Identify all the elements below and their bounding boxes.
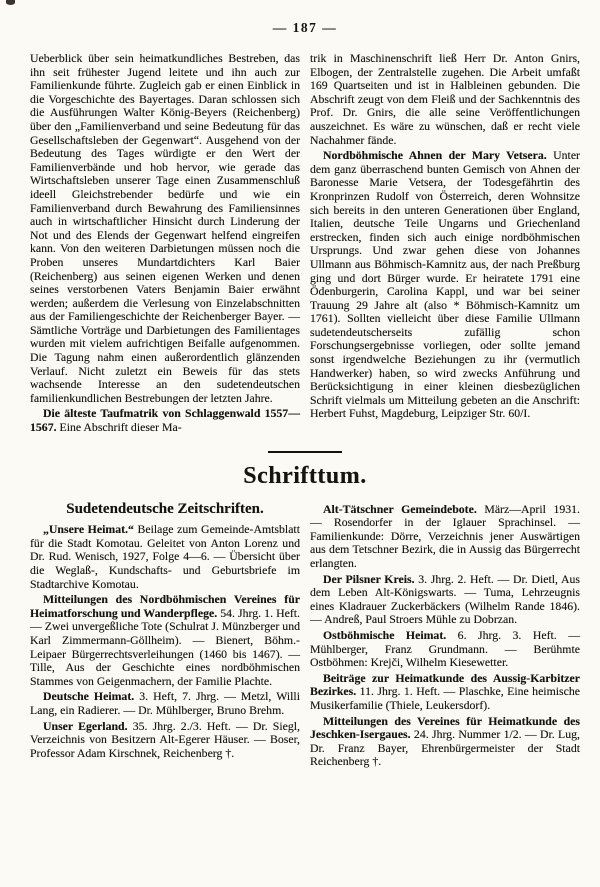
section-title: Schrifttum. (243, 462, 367, 489)
journal-entry-text: 54. Jhrg. 1. Heft. — Zwei unvergeßliche Tote (Schulrat J. Münzberger und Karl Zimmermann-Göllheim). — Bienert, Böhm.-Leipaer Bürgerrechtsverleihungen (1460 bis 1467). — Tille, Aus der Geschichte eines nordböhmischen Stammes von Geigenmachern, der Familie Plachte. (30, 605, 300, 688)
journal-entry (310, 715, 580, 769)
journal-title: Mitteilungen des Nordböhmischen Vereines für Heimatforschung und Wanderpflege. (30, 592, 300, 620)
journal-entry (30, 690, 300, 717)
journal-title: „Unsere Heimat.“ (43, 522, 134, 537)
article-paragraph-vetsera (310, 149, 580, 421)
subsection-heading: Sudetendeutsche Zeitschriften. (66, 500, 264, 517)
paragraph-lead: Die älteste Taufmatrik von Schlaggenwald 1557—1567. (30, 406, 300, 435)
journal-title: Ostböhmische Heimat. (323, 627, 447, 642)
bottom-right-column (310, 503, 580, 771)
paragraph-lead: Nordböhmische Ahnen der Mary Vetsera. (323, 148, 547, 163)
top-left-column (30, 52, 300, 437)
journal-entry-text: 6. Jhrg. 3. Heft. — Mühlberger, Franz Grundmann. — Berühmte Ostböhmen: Krejči, Wilhelm Kiesewetter. (310, 627, 580, 670)
paragraph-text: Eine Abschrift dieser Ma- (59, 420, 182, 435)
journal-title: Beiträge zur Heimatkunde des Aussig-Karbitzer Bezirkes. (310, 670, 580, 699)
journal-entry (310, 672, 580, 713)
journal-entry-text: 3. Jhrg. 2. Heft. — Dr. Dietl, Aus dem Leben Alt-Königswarts. — Tuma, Lehrzeugnis eines Kladrauer Zuckerbäckers (Wilhelm Rande 1846). — Andreß, Paul Stroers Mühle zu Dobrzan. (310, 571, 580, 627)
article-paragraph-taufmatrik (30, 407, 300, 434)
article-continuation-paragraph (30, 52, 300, 405)
journal-entry (310, 629, 580, 670)
bottom-section (30, 500, 581, 771)
paragraph-text: Ueberblick über sein heimatkundliches Bestreben, das ihn seit frühester Jugend leitete und ihn auch zur Familienkunde führte. Zugleich gab er einen Einblick in die Vorgeschichte des Bayertages. Daran schlossen sich die Ausführungen Walter König-Beyers (Reichenberg) über den „Familienverband und seine Bedeutung für das Gesellschaftsleben der Gegenwart“. Ausgehend von der Bedeutung des Tages würdigte er den Wert der Familienverbände und hob hervor, wie gerade das Wirtschaftsleben unserer Tage einen Zusammenschluß ideell Gleichstrebender bedürfe und wie ein Familienverband durch Bewahrung des Familiensinnes auch in wirtschaftlicher Hinsicht durch Linderung der Not und des Elends der Gegenwart helfend eingreifen kann. Von den weiteren Darbietungen müssen noch die Proben unseres Mundartdichters Karl Baier (Reichenberg) aus seinen eigenen Werken und denen seines verstorbenen Vaters Benjamin Baier erwähnt werden; außerdem die Verlesung von Einzelabschnitten aus der Familiengeschichte der Reichenberger Bayer. — Sämtliche Vorträge und Darbietungen des Familientages wurden mit vielem aufrichtigen Beifalle aufgenommen. Die Tagung nahm einen außerordentlich glänzenden Verlauf. Nicht zuletzt ein Beweis für das stets wachsende Interesse an den sudetendeutschen familienkundlichen Bestrebungen der letzten Jahre. (30, 51, 300, 405)
journal-title: Alt-Tätschner Gemeindebote. (323, 501, 477, 516)
journal-title: Der Pilsner Kreis. (323, 571, 415, 586)
paragraph-text: Unter dem ganz überraschend bunten Gemisch von Ahnen der Baronesse Marie Vetsera, der Todesgefährtin des Kronprinzen Rudolf von Österreich, deren Wohnsitze sich bereits in den unteren Generationen über England, Italien, deutsche Teile Ungarns und Griechenland erstrecken, finden sich auch einige nordböhmischen Ursprungs. Und zwar gehen diese von Johannes Ullmann aus Böhmisch-Kamnitz aus, der nach Preßburg ging und dort Bürger wurde. Er heiratete 1791 eine Ödenburgerin, Carolina Kappl, und war bei seiner Trauung 29 Jahre alt (also * Böhmisch-Kamnitz um 1761). Sollten vielleicht über diese Familie Ullmann sudetendeutscherseits zufällig schon Forschungsergebnisse vorliegen, oder sollte jemand sonst irgendwelche Beziehungen zu ihr (vermutlich Handwerker) haben, so wird zwecks Anführung und Berücksichtigung in einer kleinen diesbezüglichen Schrift vielmals um Mitteilung gebeten an die Anschrift: Herbert Fuhst, Magdeburg, Leipziger Str. 60/I. (310, 148, 580, 421)
scan-artifact (6, 0, 15, 5)
journal-entry (30, 523, 300, 591)
article-continuation-paragraph (310, 52, 580, 147)
journal-title: Unser Egerland. (43, 718, 128, 733)
journal-entry-text: 11. Jhrg. 1. Heft. — Plaschke, Eine heimische Musikerfamilie (Thiele, Leukersdorf). (310, 684, 581, 712)
page-number-header: — 187 — (272, 20, 338, 35)
journal-title: Deutsche Heimat. (43, 689, 135, 704)
journal-entry (310, 503, 580, 571)
journal-entry (310, 573, 580, 627)
journal-entry (30, 720, 300, 761)
journal-title: Mitteilungen des Vereines für Heimatkunde des Jeschken-Isergaues. (310, 713, 580, 742)
journal-entry-text: 3. Heft, 7. Jhrg. — Metzl, Willi Lang, ein Radierer. — Dr. Mühlberger, Bruno Brehm. (30, 689, 300, 717)
journal-entry-text: 35. Jhrg. 2./3. Heft. — Dr. Siegl, Verzeichnis von Besitzern Alt-Egerer Häuser. — Boser, Professor Adam Kirschnek, Reichenberg †. (30, 718, 300, 760)
top-section (30, 52, 580, 437)
journal-entry-text: März—April 1931. — Rosendorfer in der Iglauer Sprachinsel. — Familienkunde: Dörre, Verzeichnis jener Auswärtigen aus dem Tetschner Bezirk, die in Aussig das Bürgerrecht erlangten. (310, 501, 580, 570)
top-right-column (310, 52, 580, 423)
section-divider-rule (268, 451, 342, 453)
paragraph-text: trik in Maschinenschrift ließ Herr Dr. Anton Gnirs, Elbogen, der Zentralstelle zugehen. Die Arbeit umfaßt 169 Quartseiten und ist in Halbleinen gebunden. Die Abschrift zeugt von dem Fleiß und der Sachkenntnis des Prof. Dr. Gnirs, die alle seine Veröffentlichungen auszeichnet. Es wäre zu wünschen, daß er recht viele Nachahmer fände. (310, 51, 580, 147)
bottom-left-column (30, 500, 300, 763)
journal-entry-text: 24. Jhrg. Nummer 1/2. — Dr. Lug, Dr. Franz Bayer, Ehrenbürgermeister der Stadt Reichenberg †. (310, 727, 580, 769)
journal-entry-text: Beilage zum Gemeinde-Amtsblatt für die Stadt Komotau. Geleitet von Anton Lorenz und Dr. Rud. Wenisch, 1927, Folge 4—6. — Übersicht über die Weglaß-, Kundschafts- und Geburtsbriefe im Stadtarchive Komotau. (30, 522, 300, 591)
journal-entry (30, 593, 300, 688)
